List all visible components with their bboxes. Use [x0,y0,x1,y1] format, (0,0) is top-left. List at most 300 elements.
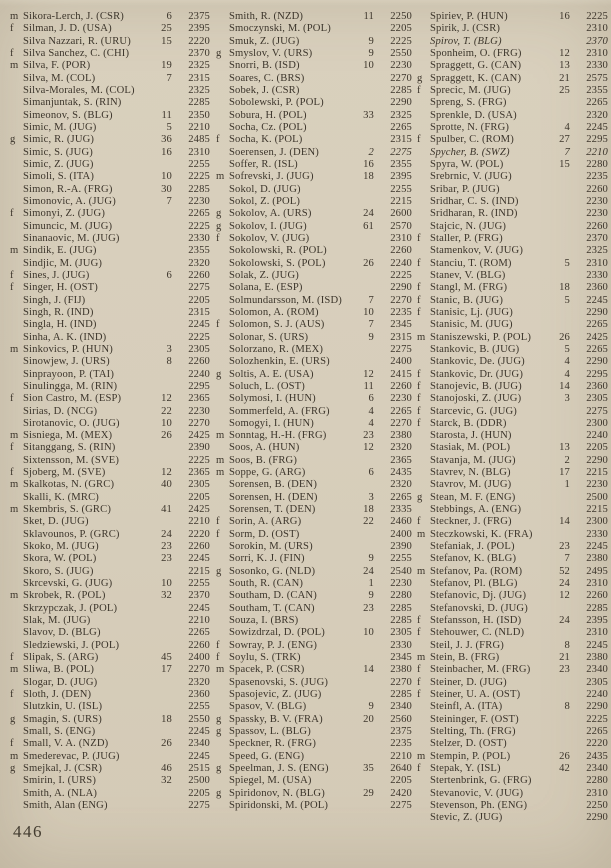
player-name: Silva, M. (COL) [23,72,96,84]
player-name: Silva-Morales, M. (COL) [23,84,135,96]
rating-value: 2245 [586,541,608,553]
rating-value: 2260 [390,245,412,257]
rating-value: 2225 [188,171,210,183]
player-name: Sinowjew, J. (URS) [23,356,110,368]
games-count: 5 [564,294,570,306]
title-letter: m [10,479,19,491]
player-name: Stefanovic, Dj. (JUG) [430,590,527,602]
games-count: 12 [161,467,172,479]
rating-value: 2275 [586,405,608,417]
rating-list-row [10,689,210,701]
games-count: 2 [368,146,374,158]
rating-value: 2230 [390,393,412,405]
rating-list-row [216,738,412,750]
player-name: Speed, G. (ENG) [229,750,305,762]
player-name: Spirik, J. (CSR) [430,23,501,35]
player-name: Simic, Z. (JUG) [23,158,94,170]
player-name: Stehouwer, C. (NLD) [430,627,525,639]
rating-value: 2280 [586,775,608,787]
title-letter: f [417,134,421,146]
rating-value: 2245 [586,294,608,306]
games-count: 4 [368,417,374,429]
games-count: 10 [161,171,172,183]
rating-value: 2300 [586,516,608,528]
rating-value: 2225 [586,11,608,22]
games-count: 12 [161,393,172,405]
rating-list-row [417,566,608,578]
rating-list-row [216,603,412,615]
title-letter: m [10,343,19,355]
player-name: Silva Nazzari, R. (URU) [23,35,131,47]
rating-value: 2270 [188,417,210,429]
rating-list-row [216,282,412,294]
rating-list-row [216,270,412,282]
title-letter: f [216,639,220,651]
games-count: 18 [363,171,374,183]
player-name: Southam, T. (CAN) [229,602,315,614]
title-letter: f [216,528,220,540]
rating-list-row [417,171,608,183]
rating-value: 2245 [188,726,210,738]
player-name: Skrcevski, G. (JUG) [23,578,113,590]
rating-list-row [417,369,608,381]
player-name: Soluch, L. (OST) [229,380,305,392]
rating-list-row [216,356,412,368]
rating-value: 2570 [390,220,412,232]
rating-list-row [10,233,210,245]
player-name: Skembris, S. (GRC) [23,504,112,516]
games-count: 6 [166,269,172,281]
games-count: 11 [363,11,374,22]
title-letter: f [10,269,14,281]
player-name: Solymosi, I. (HUN) [229,393,316,405]
player-name: Silman, J. D. (USA) [23,23,112,35]
games-count: 7 [368,319,374,331]
games-count: 23 [559,664,570,676]
player-name: Spirov, T. (BLG) [430,35,502,47]
games-count: 25 [559,84,570,96]
rating-value: 2305 [586,393,608,405]
rating-value: 2335 [390,504,412,516]
player-name: Stefanov, K. (BLG) [430,553,517,565]
rating-list-row [417,381,608,393]
rating-value: 2425 [586,331,608,343]
player-name: Sloth, J. (DEN) [23,689,92,701]
rating-value: 2230 [188,195,210,207]
games-count: 23 [559,541,570,553]
rating-value: 2370 [586,35,608,47]
title-letter: g [10,713,16,725]
rating-value: 2265 [586,726,608,738]
rating-value: 2350 [188,109,210,121]
rating-value: 2235 [586,171,608,183]
rating-list-row [10,11,210,23]
player-name: Sprecic, M. (JUG) [430,84,511,96]
rating-value: 2235 [390,306,412,318]
rating-value: 2270 [188,664,210,676]
rating-value: 2435 [390,467,412,479]
player-name: Slavov, D. (BLG) [23,627,101,639]
player-name: Spraggett, G. (CAN) [430,60,522,72]
rating-list-row [10,800,210,812]
player-name: Sokolowski, S. (POL) [229,257,326,269]
games-count: 5 [166,121,172,133]
player-name: Soltis, A. E. (USA) [229,368,314,380]
player-name: Sion Castro, M. (ESP) [23,393,122,405]
player-name: Sommerfeld, A. (FRG) [229,405,330,417]
rating-list-row [10,714,210,726]
games-count: 13 [559,60,570,72]
rating-list-row [10,23,210,35]
rating-list-row [10,60,210,72]
title-letter: f [417,257,421,269]
player-name: Stefansson, H. (ISD) [430,615,522,627]
title-letter: m [10,750,19,762]
rating-list-row [417,307,608,319]
rating-value: 2500 [188,775,210,787]
rating-list-row [10,97,210,109]
rating-value: 2225 [188,331,210,343]
title-letter: g [216,220,222,232]
title-letter: g [216,713,222,725]
title-letter: f [417,763,421,775]
rating-value: 2270 [390,72,412,84]
rating-list-row [417,221,608,233]
rating-list-row [417,652,608,664]
player-name: Sobura, H. (POL) [229,109,307,121]
rating-value: 2260 [188,356,210,368]
rating-value: 2340 [390,701,412,713]
player-name: Spassov, L. (BLG) [229,726,311,738]
rating-value: 2260 [188,269,210,281]
player-name: Spasojevic, Z. (JUG) [229,689,322,701]
player-name: Sorensen, T. (DEN) [229,504,316,516]
games-count: 3 [166,343,172,355]
rating-list-row [417,233,608,245]
rating-value: 2325 [586,245,608,257]
title-letter: g [216,726,222,738]
player-name: Singh, J. (FIJ) [23,294,86,306]
page-number: 446 [13,822,43,841]
rating-list-row [216,701,412,713]
rating-list-row [417,11,608,23]
player-name: Socha, K. (POL) [229,134,303,146]
player-name: Stanisic, M. (JUG) [430,319,513,331]
rating-list-row [216,578,412,590]
rating-list-row [216,381,412,393]
player-name: Simanjuntak, S. (RIN) [23,97,122,109]
rating-list-row [216,332,412,344]
player-name: Sorri, K. J. (FIN) [229,553,305,565]
rating-value: 2290 [586,812,608,824]
rating-list-row [216,590,412,602]
rating-list-row [417,677,608,689]
rating-value: 2245 [188,319,210,331]
rating-value: 2225 [586,713,608,725]
games-count: 24 [559,578,570,590]
rating-value: 2425 [188,430,210,442]
player-name: Soppe, G. (ARG) [229,467,306,479]
rating-value: 2420 [390,787,412,799]
rating-value: 2255 [390,553,412,565]
player-name: Stevic, Z. (JUG) [430,812,503,824]
rating-list-row [417,159,608,171]
player-name: Stefanovski, D. (JUG) [430,602,528,614]
rating-value: 2280 [390,590,412,602]
player-name: Smagin, S. (URS) [23,713,102,725]
rating-list-row [216,233,412,245]
rating-value: 2380 [390,664,412,676]
player-name: Stertenbrink, G. (FRG) [430,775,532,787]
games-count: 45 [161,652,172,664]
player-name: Sosonko, G. (NLD) [229,565,316,577]
rating-value: 2640 [390,763,412,775]
player-name: Simoli, S. (ITA) [23,171,95,183]
player-name: Spasov, V. (BLG) [229,701,307,713]
player-name: Sisniega, M. (MEX) [23,430,113,442]
player-name: Solana, E. (ESP) [229,282,303,294]
games-count: 23 [363,602,374,614]
player-name: Steiner, U. A. (OST) [430,689,521,701]
rating-list-row [10,603,210,615]
rating-list-row [216,73,412,85]
rating-value: 2330 [390,639,412,651]
rating-value: 2315 [390,134,412,146]
rating-value: 2265 [586,319,608,331]
title-letter: f [417,306,421,318]
player-name: Smuk, Z. (JUG) [229,35,300,47]
rating-value: 2215 [188,565,210,577]
rating-value: 2325 [390,109,412,121]
rating-list-row [216,319,412,331]
games-count: 25 [161,23,172,35]
rating-value: 2365 [188,393,210,405]
rating-list-row [216,664,412,676]
player-name: Stepak, Y. (ISL) [430,763,501,775]
rating-value: 2245 [188,750,210,762]
rating-list-row [216,566,412,578]
player-name: Sonntag, H.-H. (FRG) [229,430,327,442]
rating-value: 2230 [390,578,412,590]
rating-value: 2285 [188,183,210,195]
games-count: 23 [161,541,172,553]
rating-list-row [216,627,412,639]
title-letter: f [216,134,220,146]
player-name: Somogyi, I. (HUN) [229,417,314,429]
title-letter: g [216,208,222,220]
rating-value: 2205 [586,442,608,454]
games-count: 35 [363,763,374,775]
rating-value: 2255 [390,183,412,195]
rating-value: 2305 [586,676,608,688]
player-name: Sokolov, I. (JUG) [229,220,307,232]
player-name: Spyra, W. (POL) [430,158,504,170]
player-name: Silva, F. (POR) [23,60,91,72]
games-count: 27 [559,134,570,146]
player-name: Souza, I. (BRS) [229,615,299,627]
player-name: Sofrevski, J. (JUG) [229,171,314,183]
rating-list-row [216,221,412,233]
rating-list-row [10,726,210,738]
rating-value: 2250 [390,11,412,22]
title-letter: m [417,528,426,540]
rating-list-row [10,184,210,196]
rating-value: 2265 [390,405,412,417]
rating-list-row [417,430,608,442]
rating-value: 2260 [586,220,608,232]
player-name: Snorri, B. (ISD) [229,60,300,72]
player-name: Sorm, D. (OST) [229,528,300,540]
rating-list-row [417,73,608,85]
player-name: Spiegel, M. (USA) [229,775,312,787]
rating-value: 2205 [188,787,210,799]
rating-list-row [10,393,210,405]
games-count: 7 [166,72,172,84]
rating-list-row [216,788,412,800]
rating-list-row [417,664,608,676]
player-name: Silva Sanchez, C. (CHI) [23,47,130,59]
rating-list-row [216,159,412,171]
player-name: Skoko, M. (JUG) [23,541,99,553]
rating-value: 2355 [390,158,412,170]
rating-list-row [417,553,608,565]
player-name: Sorin, A. (ARG) [229,516,302,528]
rating-list-row [417,282,608,294]
rating-value: 2550 [390,47,412,59]
rating-list-row [417,122,608,134]
rating-list-row [216,184,412,196]
rating-list-row [216,60,412,72]
rating-value: 2325 [188,60,210,72]
games-count: 22 [161,405,172,417]
player-name: Speckner, R. (FRG) [229,738,317,750]
title-letter: f [417,294,421,306]
title-letter: g [216,565,222,577]
rating-value: 2215 [586,504,608,516]
player-name: Sokolov, A. (URS) [229,208,312,220]
player-name: Skoro, S. (JUG) [23,565,94,577]
player-name: Sinulingga, M. (RIN) [23,380,118,392]
player-name: Steil, J. J. (FRG) [430,639,504,651]
games-count: 7 [368,294,374,306]
player-name: Sinha, A. K. (IND) [23,331,107,343]
title-letter: f [417,84,421,96]
rating-value: 2260 [188,541,210,553]
games-count: 9 [368,553,374,565]
title-letter: f [417,627,421,639]
rating-list-row [10,344,210,356]
rating-value: 2225 [390,269,412,281]
games-count: 26 [161,430,172,442]
rating-value: 2345 [390,319,412,331]
rating-value: 2210 [188,615,210,627]
title-letter: m [417,652,426,664]
rating-value: 2210 [188,121,210,133]
rating-value: 2310 [586,578,608,590]
rating-value: 2400 [390,356,412,368]
rating-list-row [216,36,412,48]
player-name: Stanciu, T. (ROM) [430,257,512,269]
rating-list-row [417,603,608,615]
rating-value: 2375 [188,11,210,22]
rating-list-row [417,442,608,454]
rating-list-row [417,319,608,331]
rating-list-row [216,751,412,763]
title-letter: m [417,331,426,343]
rating-list-row [10,738,210,750]
title-letter: m [10,430,19,442]
rating-list-row [216,504,412,516]
player-name: Stanev, V. (BLG) [430,269,506,281]
games-count: 20 [363,713,374,725]
player-name: Stankovic, B. (JUG) [430,343,520,355]
player-name: Sirias, D. (NCG) [23,405,98,417]
games-count: 5 [564,257,570,269]
rating-list-row [417,184,608,196]
rating-value: 2220 [188,35,210,47]
player-name: Smejkal, J. (CSR) [23,763,103,775]
games-count: 36 [161,134,172,146]
player-name: Sridharan, R. (IND) [430,208,518,220]
rating-value: 2485 [188,134,210,146]
rating-list-row [10,418,210,430]
rating-value: 2495 [586,565,608,577]
player-name: Solmundarsson, M. (ISD) [229,294,342,306]
rating-list-row [10,171,210,183]
player-name: Starcevic, G. (JUG) [430,405,517,417]
games-count: 12 [363,442,374,454]
player-name: Spiriev, P. (HUN) [430,11,508,22]
title-letter: f [417,380,421,392]
player-name: Small, V. A. (NZD) [23,738,109,750]
player-name: Solomon, S. J. (AUS) [229,319,325,331]
player-name: Stevenson, Ph. (ENG) [430,800,528,811]
player-name: Stasiak, M. (POL) [430,442,511,454]
rating-list-row [417,689,608,701]
rating-value: 2285 [586,602,608,614]
player-name: Simeonov, S. (BLG) [23,109,113,121]
rating-list-row [216,406,412,418]
rating-value: 2540 [390,565,412,577]
player-name: Steczkowski, K. (FRA) [430,528,533,540]
rating-value: 2395 [390,171,412,183]
title-letter: m [216,467,225,479]
rating-value: 2355 [586,84,608,96]
rating-list-row [10,159,210,171]
rating-list-row [10,775,210,787]
games-count: 3 [564,393,570,405]
games-count: 6 [368,393,374,405]
rating-value: 2255 [188,578,210,590]
rating-value: 2360 [586,282,608,294]
title-letter: g [417,491,423,503]
rating-value: 2245 [188,602,210,614]
games-count: 61 [363,220,374,232]
title-letter: f [216,516,220,528]
rating-value: 2300 [586,417,608,429]
player-name: Staniszewski, P. (POL) [430,331,531,343]
rating-list-row [417,196,608,208]
player-name: Stajcic, N. (JUG) [430,220,507,232]
rating-value: 2265 [586,343,608,355]
rating-value: 2265 [390,121,412,133]
games-count: 12 [559,47,570,59]
rating-list-row [216,258,412,270]
rating-list-row [417,763,608,775]
title-letter: f [10,393,14,405]
rating-value: 2330 [586,528,608,540]
games-count: 9 [368,590,374,602]
